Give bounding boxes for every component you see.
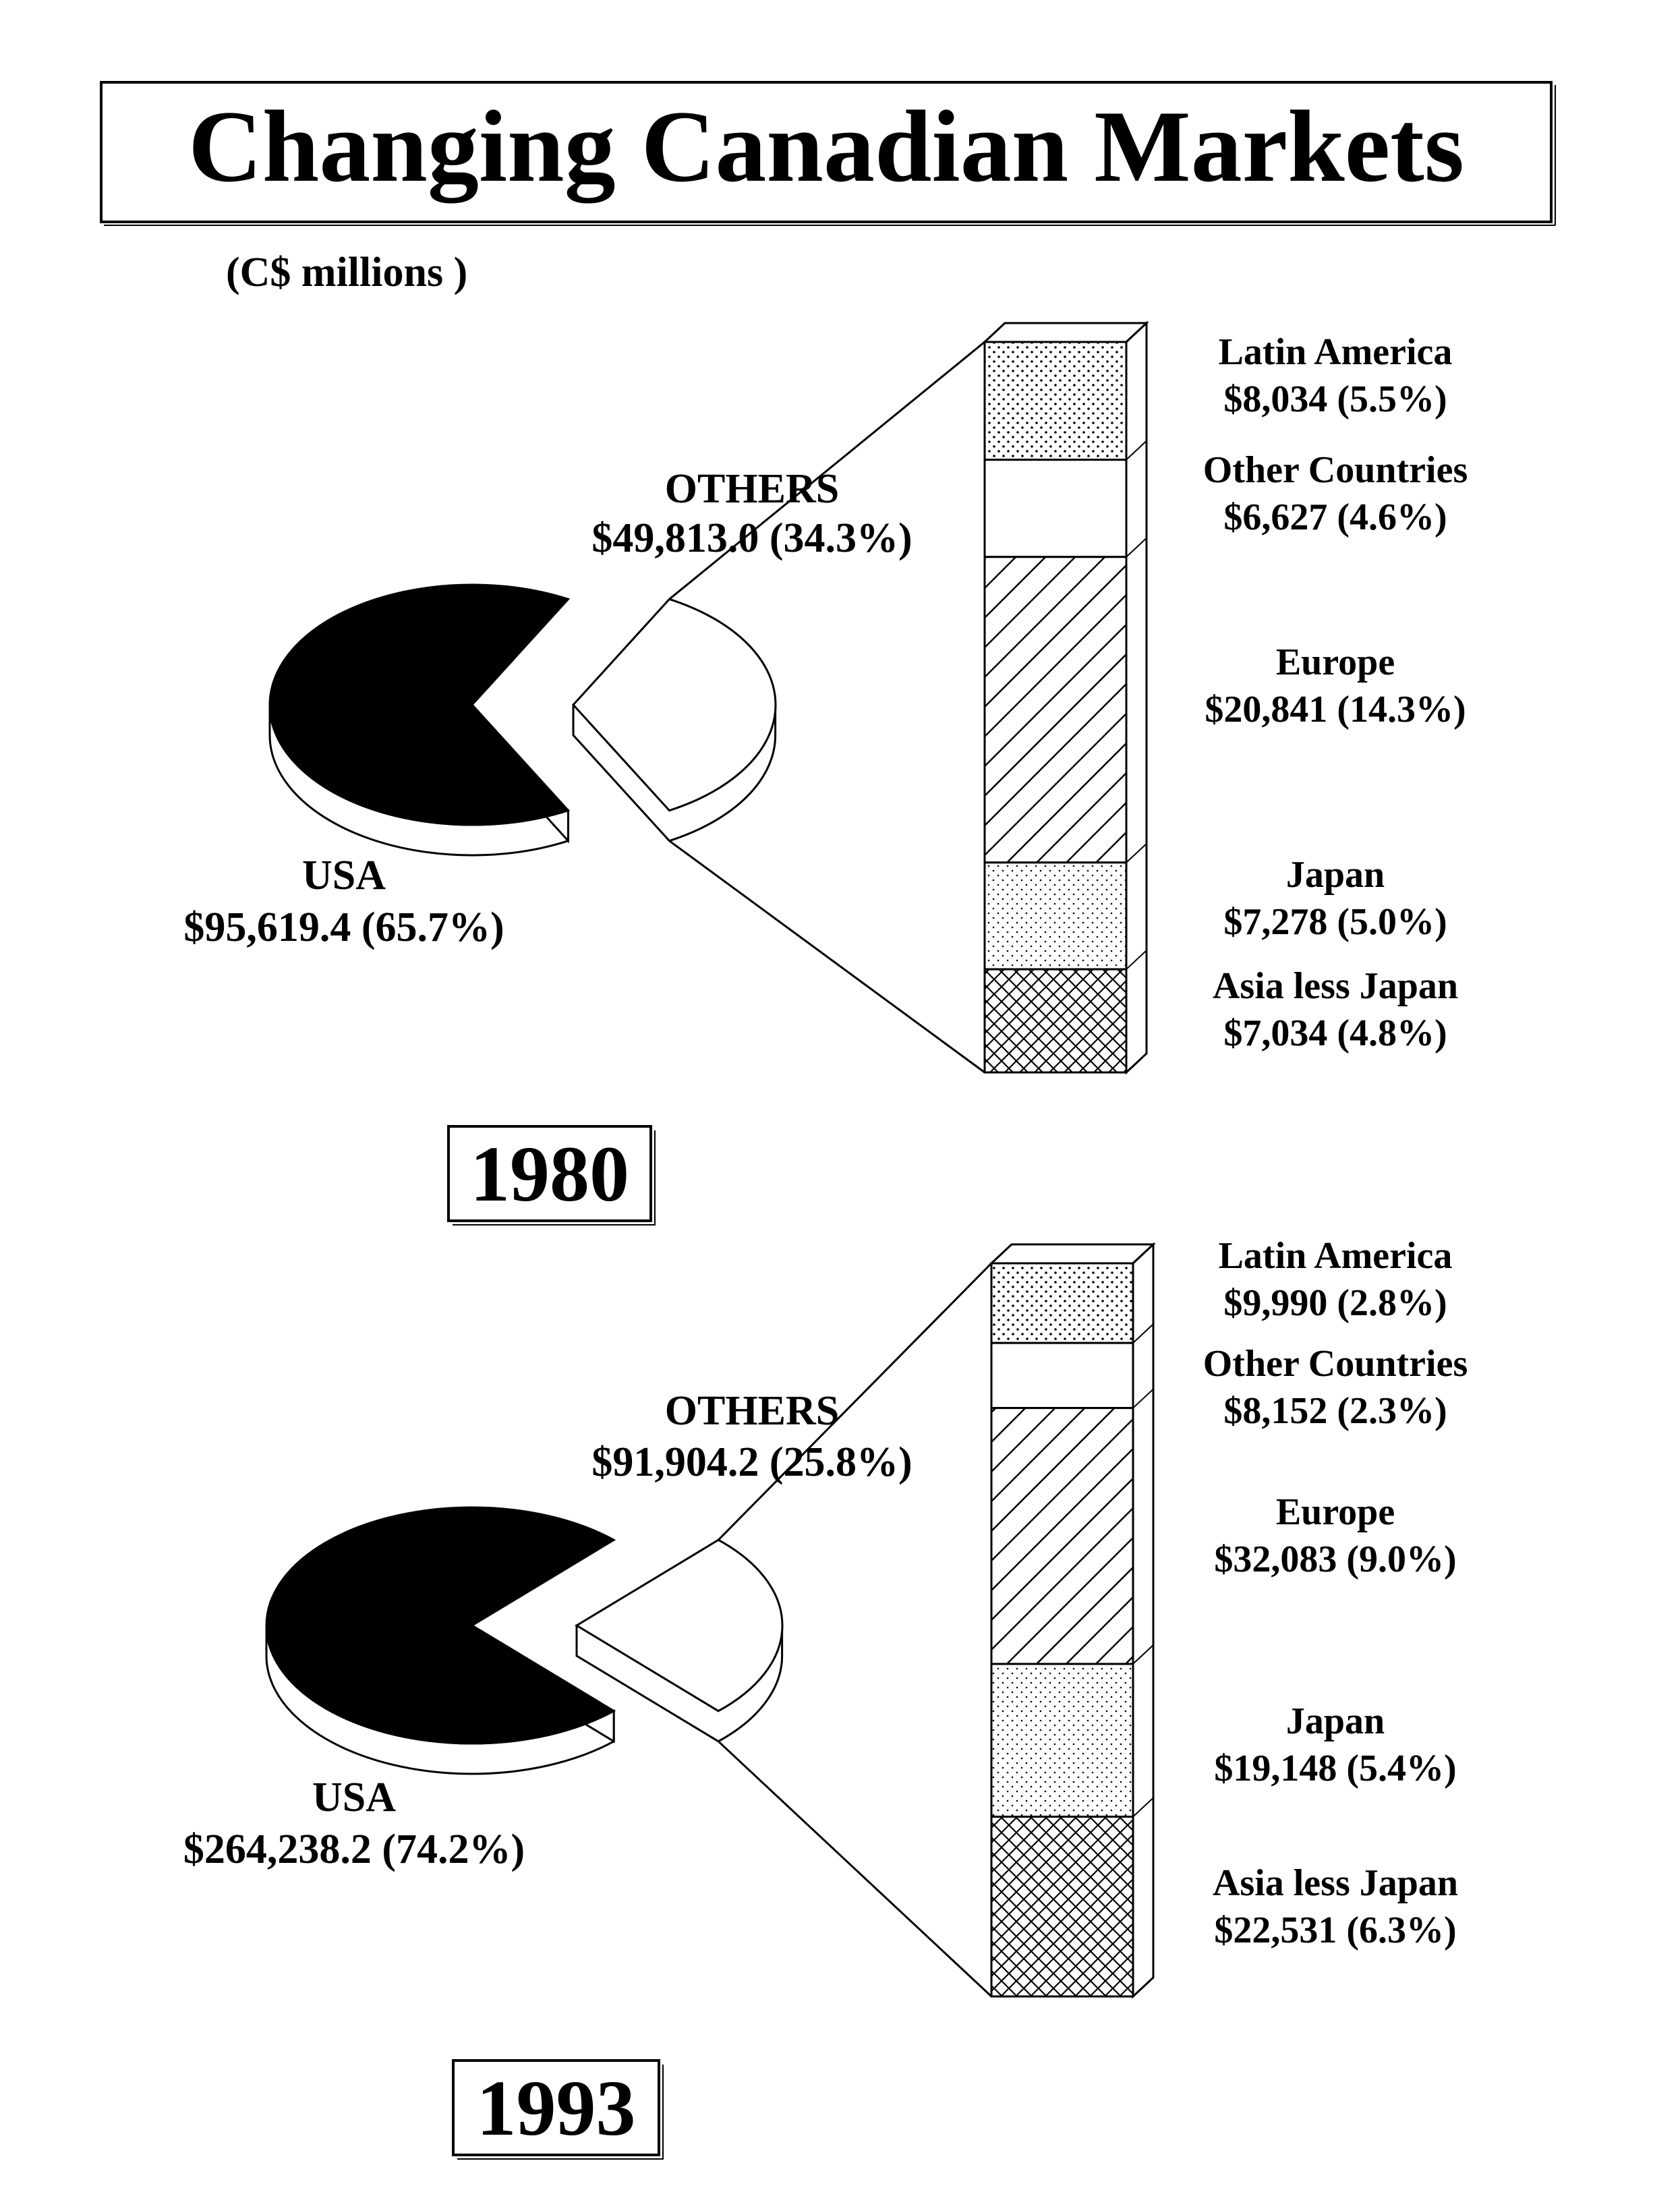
others-name-label: OTHERS [664,466,840,512]
segment-value-label: $9,990 (2.8%) [1223,1282,1447,1324]
bar-segment-japan [985,863,1126,969]
segment-name-label: Latin America [1218,1235,1453,1277]
bar-top-face [985,323,1147,342]
year-label: 1993 [476,2064,636,2152]
segment-name-label: Europe [1275,641,1395,683]
year-panels [183,323,1468,2159]
segment-value-label: $32,083 (9.0%) [1214,1538,1457,1580]
bar-segment-japan [991,1664,1133,1816]
bar-segment-other-countries [985,460,1126,557]
segment-name-label: Asia less Japan [1212,965,1459,1007]
bar-top-face [991,1244,1153,1263]
usa-value-label: $264,238.2 (74.2%) [183,1826,525,1872]
segment-name-label: Other Countries [1203,449,1468,491]
chart-title: Changing Canadian Markets [188,90,1464,203]
bar-segment-asia-less-japan [991,1817,1133,1996]
segment-value-label: $6,627 (4.6%) [1223,496,1447,538]
bar-segment-other-countries [991,1343,1133,1408]
bar-segment-europe [985,557,1126,863]
segment-name-label: Japan [1285,854,1385,896]
connector-line-bottom [669,841,985,1072]
bar-segment-asia-less-japan [985,969,1126,1072]
segment-name-label: Other Countries [1203,1343,1468,1385]
segment-value-label: $20,841 (14.3%) [1205,689,1466,730]
bar-segment-latin-america [991,1263,1133,1343]
segment-value-label: $19,148 (5.4%) [1214,1748,1457,1789]
segment-value-label: $7,278 (5.0%) [1223,901,1447,943]
usa-name-label: USA [312,1775,397,1820]
bar-side-face [1133,1244,1153,1996]
segment-value-label: $8,034 (5.5%) [1223,378,1447,420]
others-slice [577,1540,782,1711]
usa-name-label: USA [301,853,386,898]
others-name-label: OTHERS [664,1388,840,1434]
year-label: 1980 [470,1130,629,1218]
segment-name-label: Latin America [1218,331,1453,373]
others-value-label: $49,813.0 (34.3%) [591,515,913,561]
panel-1980 [183,323,1468,1225]
usa-value-label: $95,619.4 (65.7%) [183,904,504,950]
segment-value-label: $7,034 (4.8%) [1223,1012,1447,1054]
segment-name-label: Asia less Japan [1212,1862,1459,1904]
connector-line-bottom [718,1741,991,1996]
bar-segment-europe [991,1408,1133,1664]
segment-name-label: Europe [1275,1491,1395,1533]
segment-value-label: $22,531 (6.3%) [1214,1909,1457,1951]
bar-segment-latin-america [985,342,1126,460]
panel-1993 [183,1235,1468,2159]
units-label: (C$ millions ) [226,250,468,295]
segment-name-label: Japan [1285,1700,1385,1742]
segment-value-label: $8,152 (2.3%) [1223,1390,1447,1432]
others-value-label: $91,904.2 (25.8%) [591,1439,913,1485]
